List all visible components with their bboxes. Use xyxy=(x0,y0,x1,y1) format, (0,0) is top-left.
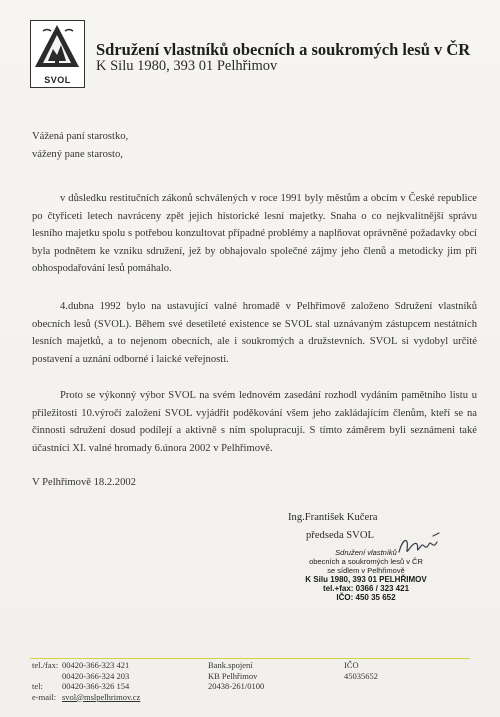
stamp-line-5: tel.+fax: 0366 / 323 421 xyxy=(322,584,410,593)
signer-role: předseda SVOL xyxy=(306,530,374,541)
salutation-line-2: vážený pane starosto, xyxy=(32,148,123,160)
footer-label xyxy=(32,671,58,682)
footer-label: tel./fax: xyxy=(32,660,59,670)
paragraph-3: Proto se výkonný výbor SVOL na svém lednovém zasedání rozhodl vydáním pamětního listu u příležitosti 10.výročí založení SVOL vyjádřit poděkování všem jeho zakládajícím členům, kteří se na činnosti sdružení dosud podílejí a aktivně s ním spolupracují. S tímto záměrem byli seznámeni také účastníci XI. valné hromady 6.února 2002 v Pelhřimově. xyxy=(32,390,477,454)
footer-ico xyxy=(344,660,378,681)
paragraph-1: v důsledku restitučních zákonů schválených v roce 1991 byly městům a obcím v České republice po čtyřiceti letech navráceny zpět jejich historické lesní majetky. Snaha o co nejkvalitnější správu lesního majetku spolu s potřebou konzultovat případné problémy a naplňovat oprávněné požadavky obcí byla podnětem ke vzniku sdružení, jež by obhajovalo společné zájmy jeho členů a metodicky jim při obhospodařování lesů pomáhalo. xyxy=(32,193,477,274)
stamp-line-4: K Silu 1980, 393 01 PELHŘIMOV xyxy=(305,575,427,584)
footer-phone: 00420-366-326 154 xyxy=(62,681,130,691)
footer-contact-values xyxy=(62,660,140,702)
organization-stamp xyxy=(296,548,436,602)
footer-label: e-mail: xyxy=(32,691,57,702)
ico-label: IČO xyxy=(344,660,359,670)
salutation xyxy=(32,128,128,163)
footer-bank-info xyxy=(208,660,264,692)
salutation-line-1: Vážená paní starostko, xyxy=(32,131,129,142)
organization-name: Sdružení vlastníků obecních a soukromých lesů v ČR xyxy=(96,40,471,59)
footer-phone: 00420-366-323 421 xyxy=(62,660,130,670)
footer-phone: 00420-366-324 203 xyxy=(62,670,130,681)
ico-value: 45035652 xyxy=(344,670,378,681)
organization-address: K Silu 1980, 393 01 Pelhřimov xyxy=(96,58,278,74)
svol-logo xyxy=(30,20,85,88)
bank-label: Bank.spojení xyxy=(208,660,253,670)
footer-contact-labels xyxy=(32,660,58,702)
stamp-line-6: IČO: 450 35 652 xyxy=(336,593,396,602)
stamp-line-3: se sídlem v Pelhřimově xyxy=(327,566,405,575)
bank-name: KB Pelhřimov xyxy=(208,670,258,681)
bank-account: 20438-261/0100 xyxy=(208,681,265,691)
signer-name: Ing.František Kučera xyxy=(288,512,378,523)
logo-text: SVOL xyxy=(44,75,71,85)
stamp-line-2: obecních a soukromých lesů v ČR xyxy=(309,557,423,566)
stamp-line-1: Sdružení vlastníků xyxy=(335,548,397,557)
place-and-date: V Pelhřimově 18.2.2002 xyxy=(32,477,136,488)
tree-emblem-icon xyxy=(31,21,83,75)
paragraph-2: 4.dubna 1992 bylo na ustavující valné hromadě v Pelhřimově založeno Sdružení vlastníků obecních lesů (SVOL). Během své desetileté existence se SVOL stal uznávaným zástupcem nestátních lesních majetků, a to nejenom obecních, ale i soukromých a družstevních. SVOL si vydobyl určité postavení a uznání odborné i laické veřejnosti. xyxy=(32,301,477,365)
footer-email-link[interactable]: svol@mslpelhrimov.cz xyxy=(62,691,141,702)
footer-divider xyxy=(30,658,470,659)
footer-label: tel: xyxy=(32,681,43,691)
